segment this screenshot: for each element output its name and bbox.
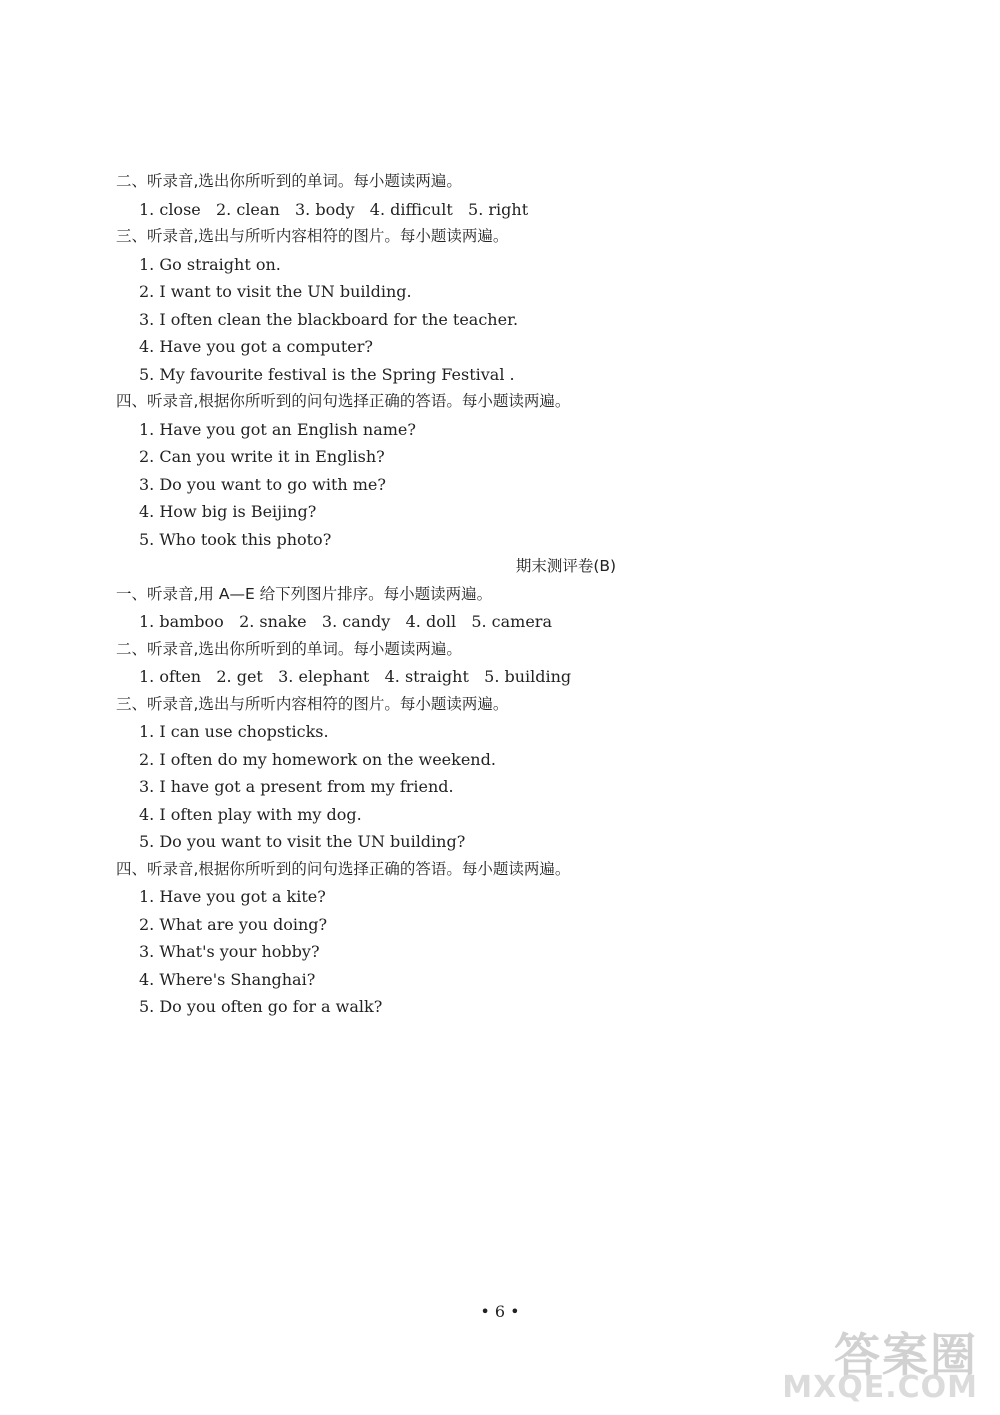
section-heading: 三、听录音,选出与所听内容相符的图片。每小题读两遍。 <box>116 227 509 245</box>
section-heading: 二、听录音,选出你所听到的单词。每小题读两遍。 <box>116 172 462 190</box>
sentence-item: 2. I often do my homework on the weekend. <box>139 749 496 769</box>
watermark-cn-text: 答案圈 <box>834 1328 978 1382</box>
question-item: 4. Where's Shanghai? <box>139 969 316 989</box>
section-heading: 四、听录音,根据你所听到的问句选择正确的答语。每小题读两遍。 <box>116 392 571 410</box>
sentence-item: 4. I often play with my dog. <box>139 804 362 824</box>
sentence-item: 5. My favourite festival is the Spring Festival . <box>139 364 515 384</box>
section-heading: 三、听录音,选出与所听内容相符的图片。每小题读两遍。 <box>116 694 509 713</box>
question-item: 2. What are you doing? <box>139 914 328 934</box>
sentence-item: 4. Have you got a computer? <box>139 337 373 356</box>
sentence-item: 3. I often clean the blackboard for the teacher. <box>139 309 519 329</box>
question-item: 2. Can you write it in English? <box>139 447 385 466</box>
sentence-item: 3. I have got a present from my friend. <box>139 777 454 796</box>
word-list: 1. close 2. clean 3. body 4. difficult 5. right <box>139 199 529 219</box>
question-item: 3. Do you want to go with me? <box>139 474 386 494</box>
page-number: • 6 • <box>480 1302 520 1321</box>
question-item: 1. Have you got a kite? <box>139 887 326 906</box>
section-heading: 一、听录音,用 A—E 给下列图片排序。每小题读两遍。 <box>116 584 493 603</box>
sentence-item: 1. I can use chopsticks. <box>139 722 329 741</box>
sentence-item: 1. Go straight on. <box>139 254 281 274</box>
document-body <box>116 168 916 1021</box>
sentence-item: 5. Do you want to visit the UN building? <box>139 832 466 851</box>
word-list: 1. often 2. get 3. elephant 4. straight 5. building <box>139 667 572 686</box>
section-heading: 二、听录音,选出你所听到的单词。每小题读两遍。 <box>116 639 462 658</box>
section-heading: 四、听录音,根据你所听到的问句选择正确的答语。每小题读两遍。 <box>116 859 571 878</box>
watermark-en-text: MXQE.COM <box>782 1370 978 1405</box>
question-item: 3. What's your hobby? <box>139 942 320 961</box>
sentence-item: 2. I want to visit the UN building. <box>139 282 412 301</box>
exam-title: 期末测评卷(B) <box>515 557 617 575</box>
question-item: 1. Have you got an English name? <box>139 419 416 439</box>
question-item: 4. How big is Beijing? <box>139 502 317 521</box>
watermark-logo <box>770 1317 990 1407</box>
question-item: 5. Who took this photo? <box>139 529 332 549</box>
question-item: 5. Do you often go for a walk? <box>139 997 383 1016</box>
word-list: 1. bamboo 2. snake 3. candy 4. doll 5. camera <box>139 612 552 631</box>
